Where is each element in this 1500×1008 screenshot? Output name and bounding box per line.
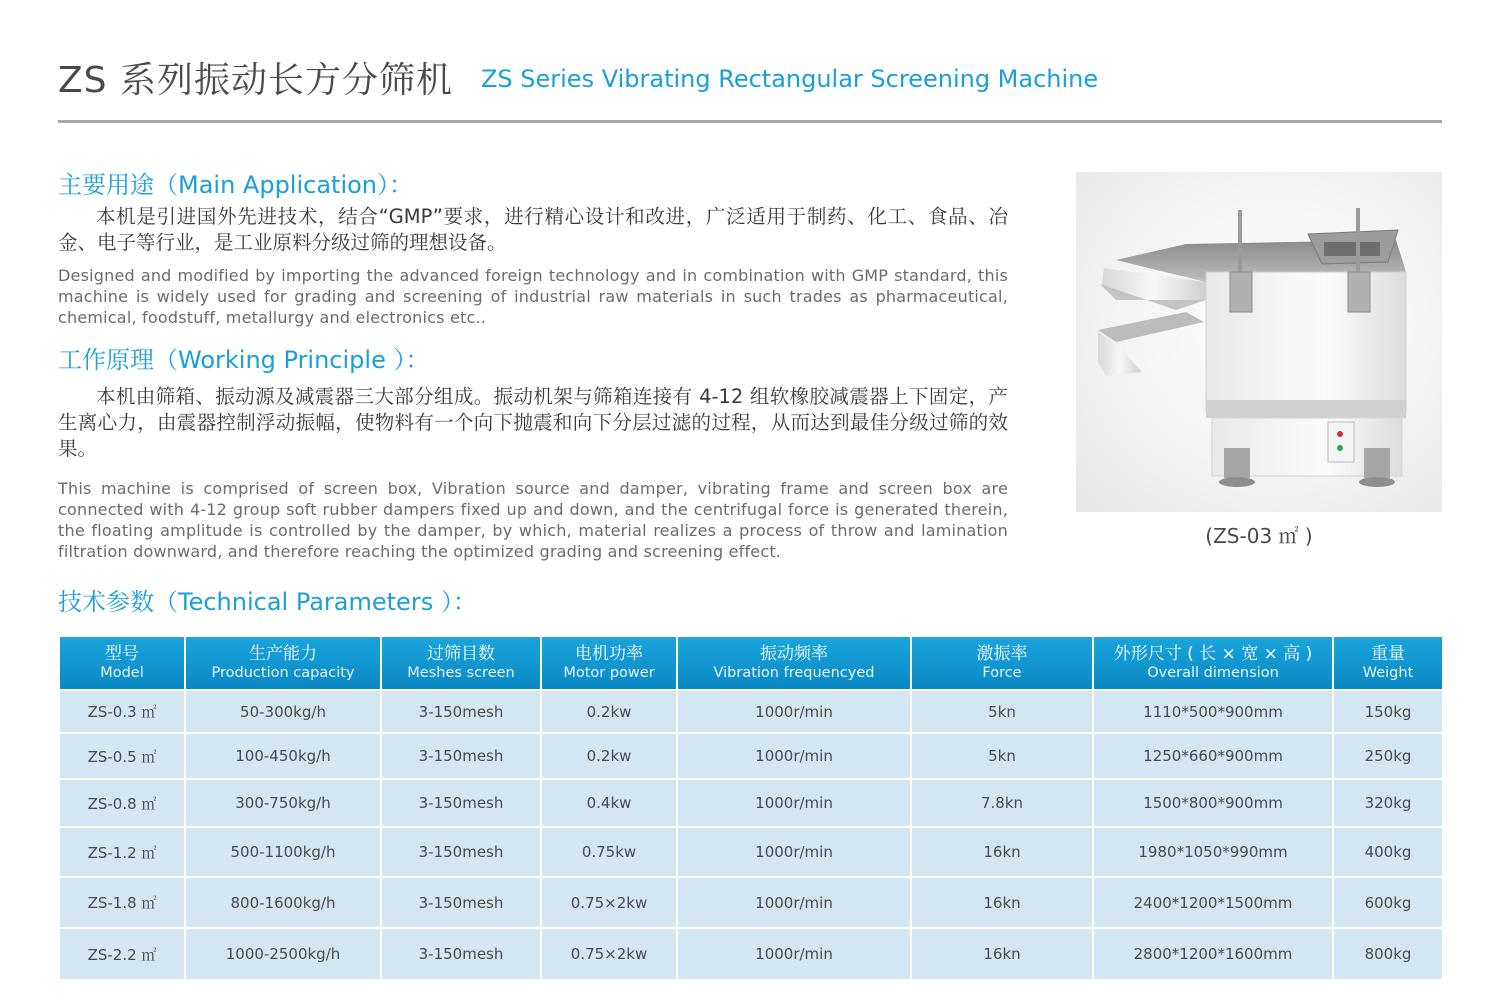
table-cell: 0.75kw bbox=[541, 827, 677, 877]
principle-text-en: This machine is comprised of screen box, Vibration source and damper, vibrating frame and screen box are connected with 4-12 group soft rubber dampers fixed up and down, and the centrifugal force is generated therein, the floating amplitude is controlled by the damper, by which, material realizes a process of throw and lamination filtration downward, and therefore reaching the optimized grading and screening effect. bbox=[58, 479, 1008, 561]
table-cell: ZS-0.3 ㎡ bbox=[59, 690, 185, 733]
application-text-cn: 本机是引进国外先进技术，结合“GMP”要求，进行精心设计和改进，广泛适用于制药、化工、食品、冶金、电子等行业，是工业原料分级过筛的理想设备。 bbox=[58, 205, 1008, 254]
table-cell: 16kn bbox=[911, 928, 1093, 980]
table-cell: 1000r/min bbox=[677, 877, 911, 928]
table-row bbox=[59, 733, 1443, 779]
column-header-dimension: 外形尺寸 ( 长 × 宽 × 高 ) Overall dimension bbox=[1093, 636, 1333, 690]
table-cell: 1000-2500kg/h bbox=[185, 928, 381, 980]
table-row bbox=[59, 827, 1443, 877]
header-divider bbox=[58, 120, 1442, 123]
table-row bbox=[59, 928, 1443, 980]
table-cell: 800-1600kg/h bbox=[185, 877, 381, 928]
table-cell: 0.4kw bbox=[541, 779, 677, 827]
table-cell: 1500*800*900mm bbox=[1093, 779, 1333, 827]
table-cell: 0.75×2kw bbox=[541, 877, 677, 928]
table-cell: 400kg bbox=[1333, 827, 1443, 877]
application-heading: 主要用途（Main Application）： bbox=[58, 171, 414, 199]
table-cell: ZS-2.2 ㎡ bbox=[59, 928, 185, 980]
table-row bbox=[59, 690, 1443, 733]
column-header-motor-power: 电机功率 Motor power bbox=[541, 636, 677, 690]
parameters-heading: 技术参数（Technical Parameters ）： bbox=[58, 588, 477, 616]
table-cell: 320kg bbox=[1333, 779, 1443, 827]
table-cell: 50-300kg/h bbox=[185, 690, 381, 733]
table-cell: 800kg bbox=[1333, 928, 1443, 980]
screening-machine-illustration bbox=[1076, 172, 1442, 512]
table-cell: 3-150mesh bbox=[381, 690, 541, 733]
table-cell: 150kg bbox=[1333, 690, 1443, 733]
table-cell: 1110*500*900mm bbox=[1093, 690, 1333, 733]
application-text-en: Designed and modified by importing the advanced foreign technology and in combination with GMP standard, this machine is widely used for grading and screening of industrial raw materials in such trades as pharmaceutical, chemical, foodstuff, metallurgy and electronics etc.. bbox=[58, 266, 1008, 327]
table-row bbox=[59, 877, 1443, 928]
table-cell: 1000r/min bbox=[677, 733, 911, 779]
column-header-model: 型号 Model bbox=[59, 636, 185, 690]
table-cell: 100-450kg/h bbox=[185, 733, 381, 779]
column-header-vibration-frequency: 振动频率 Vibration frequencyed bbox=[677, 636, 911, 690]
column-header-weight: 重量 Weight bbox=[1333, 636, 1443, 690]
column-header-capacity: 生产能力 Production capacity bbox=[185, 636, 381, 690]
principle-text-cn: 本机由筛箱、振动源及减震器三大部分组成。振动机架与筛箱连接有 4-12 组软橡胶减震器上下固定，产生离心力，由震器控制浮动振幅，使物料有一个向下抛震和向下分层过滤的过程，从而达到最佳分级过筛的效果。 bbox=[58, 385, 1008, 460]
page-title-cn: ZS 系列振动长方分筛机 bbox=[58, 59, 453, 101]
table-cell: 3-150mesh bbox=[381, 733, 541, 779]
table-cell: ZS-1.8 ㎡ bbox=[59, 877, 185, 928]
table-row bbox=[59, 779, 1443, 827]
principle-heading: 工作原理（Working Principle ）： bbox=[58, 346, 430, 374]
table-cell: 7.8kn bbox=[911, 779, 1093, 827]
table-cell: 0.75×2kw bbox=[541, 928, 677, 980]
table-cell: 0.2kw bbox=[541, 733, 677, 779]
product-image bbox=[1076, 172, 1442, 512]
table-cell: 5kn bbox=[911, 733, 1093, 779]
table-cell: 1980*1050*990mm bbox=[1093, 827, 1333, 877]
table-cell: 3-150mesh bbox=[381, 928, 541, 980]
table-cell: 3-150mesh bbox=[381, 877, 541, 928]
table-cell: 600kg bbox=[1333, 877, 1443, 928]
table-cell: 250kg bbox=[1333, 733, 1443, 779]
table-cell: 16kn bbox=[911, 877, 1093, 928]
table-cell: 0.2kw bbox=[541, 690, 677, 733]
table-cell: ZS-0.5 ㎡ bbox=[59, 733, 185, 779]
column-header-force: 激振率 Force bbox=[911, 636, 1093, 690]
table-cell: ZS-0.8 ㎡ bbox=[59, 779, 185, 827]
page-title-en: ZS Series Vibrating Rectangular Screening Machine bbox=[480, 65, 1099, 93]
table-cell: 5kn bbox=[911, 690, 1093, 733]
parameters-table bbox=[58, 635, 1444, 981]
column-header-meshes: 过筛目数 Meshes screen bbox=[381, 636, 541, 690]
table-cell: 300-750kg/h bbox=[185, 779, 381, 827]
table-cell: 1000r/min bbox=[677, 690, 911, 733]
table-cell: 2800*1200*1600mm bbox=[1093, 928, 1333, 980]
table-cell: 2400*1200*1500mm bbox=[1093, 877, 1333, 928]
table-cell: 1250*660*900mm bbox=[1093, 733, 1333, 779]
table-cell: 500-1100kg/h bbox=[185, 827, 381, 877]
table-cell: 1000r/min bbox=[677, 779, 911, 827]
table-cell: 1000r/min bbox=[677, 928, 911, 980]
product-caption: (ZS-03 ㎡ ) bbox=[1205, 524, 1313, 548]
table-cell: 16kn bbox=[911, 827, 1093, 877]
table-cell: 3-150mesh bbox=[381, 779, 541, 827]
table-cell: ZS-1.2 ㎡ bbox=[59, 827, 185, 877]
table-header-row bbox=[59, 636, 1443, 690]
page-header bbox=[58, 50, 1098, 104]
table-cell: 3-150mesh bbox=[381, 827, 541, 877]
table-cell: 1000r/min bbox=[677, 827, 911, 877]
